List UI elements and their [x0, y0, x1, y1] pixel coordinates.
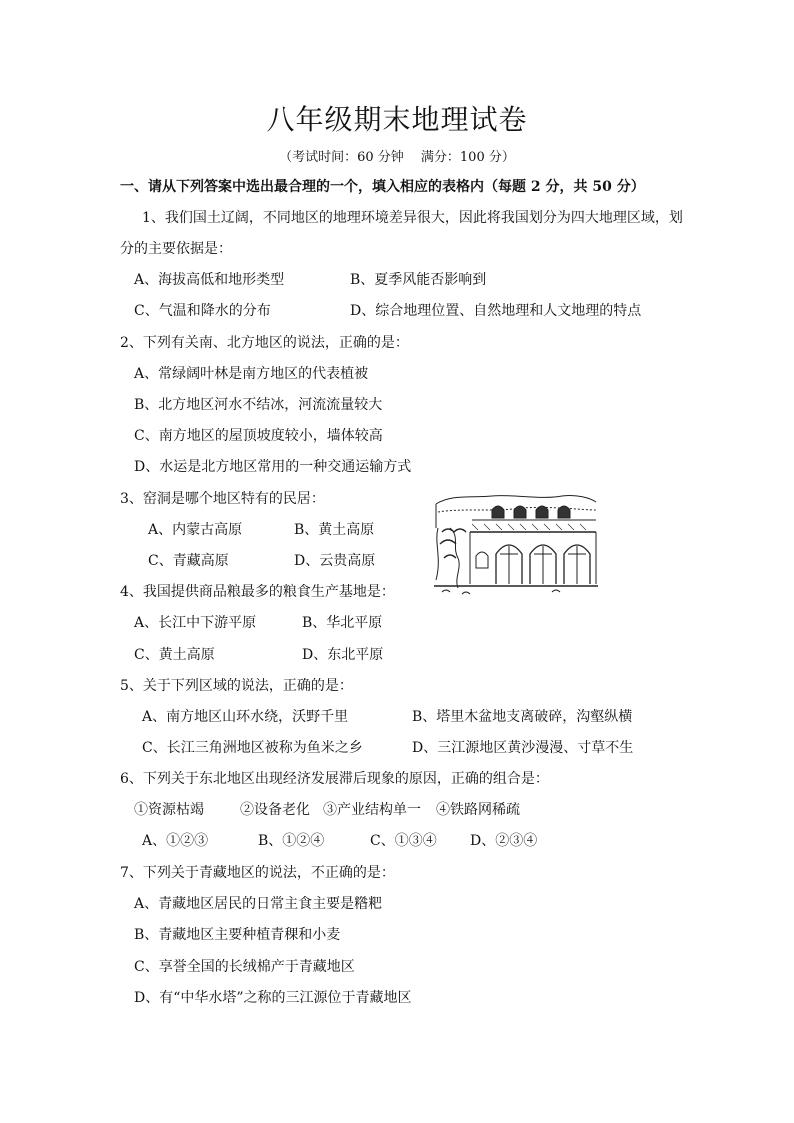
question-1-stem-line1: 1、我们国土辽阔，不同地区的地理环境差异很大，因此将我国划分为四大地理区域，划: [142, 210, 683, 226]
question-5-option-c: C、长江三角洲地区被称为鱼米之乡: [142, 740, 363, 756]
question-2-option-a: A、常绿阔叶林是南方地区的代表植被: [134, 366, 369, 382]
question-5-stem: 5、关于下列区域的说法，正确的是：: [120, 678, 353, 694]
question-5-option-d: D、三江源地区黄沙漫漫、寸草不生: [412, 740, 634, 756]
question-4-option-a: A、长江中下游平原: [134, 615, 257, 631]
question-6-option-d: D、②③④: [470, 833, 538, 849]
question-6-option-c: C、①③④: [370, 833, 437, 849]
question-6-item-4: ④铁路网稀疏: [436, 802, 520, 818]
question-3-option-d: D、云贵高原: [294, 553, 376, 569]
question-1-option-b: B、夏季风能否影响到: [350, 272, 487, 288]
question-3-option-b: B、黄土高原: [294, 522, 375, 538]
question-7-stem: 7、下列关于青藏地区的说法，不正确的是：: [120, 865, 395, 881]
exam-subtitle: （考试时间：60 分钟 满分：100 分）: [279, 150, 515, 165]
question-1-option-c: C、气温和降水的分布: [134, 303, 271, 319]
question-7-option-c: C、享誉全国的长绒棉产于青藏地区: [134, 959, 355, 975]
question-3-option-c: C、青藏高原: [148, 553, 229, 569]
cave-dwelling-illustration: [432, 488, 600, 600]
question-6-item-1: ①资源枯竭: [134, 802, 204, 818]
question-6-option-b: B、①②④: [258, 833, 325, 849]
question-1-option-a: A、海拔高低和地形类型: [134, 272, 285, 288]
question-3-stem: 3、窑洞是哪个地区特有的民居：: [120, 491, 325, 507]
question-4-option-d: D、东北平原: [302, 647, 384, 663]
question-2-option-b: B、北方地区河水不结冰，河流流量较大: [134, 397, 383, 413]
question-5-option-a: A、南方地区山环水绕，沃野千里: [142, 709, 349, 725]
question-2-option-c: C、南方地区的屋顶坡度较小，墙体较高: [134, 428, 383, 444]
question-4-stem: 4、我国提供商品粮最多的粮食生产基地是：: [120, 584, 395, 600]
question-2-option-d: D、水运是北方地区常用的一种交通运输方式: [134, 459, 412, 475]
question-4-option-c: C、黄土高原: [134, 647, 215, 663]
question-7-option-d: D、有“中华水塔”之称的三江源位于青藏地区: [134, 990, 412, 1006]
question-2-stem: 2、下列有关南、北方地区的说法，正确的是：: [120, 335, 409, 351]
question-6-stem: 6、下列关于东北地区出现经济发展滞后现象的原因，正确的组合是：: [120, 771, 549, 787]
exam-title: 八年级期末地理试卷: [266, 103, 528, 136]
question-7-option-b: B、青藏地区主要种植青稞和小麦: [134, 927, 341, 943]
question-6-option-a: A、①②③: [142, 833, 209, 849]
question-5-option-b: B、塔里木盆地支离破碎，沟壑纵横: [412, 709, 633, 725]
question-6-item-3: ③产业结构单一: [323, 802, 421, 818]
question-1-stem-line2: 分的主要依据是：: [120, 241, 232, 257]
question-6-item-2: ②设备老化: [240, 802, 310, 818]
question-4-option-b: B、华北平原: [302, 615, 383, 631]
section-heading: 一、请从下列答案中选出最合理的一个，填入相应的表格内（每题 2 分，共 50 分）: [120, 179, 645, 195]
question-3-option-a: A、内蒙古高原: [148, 522, 243, 538]
question-1-option-d: D、综合地理位置、自然地理和人文地理的特点: [350, 303, 642, 319]
question-7-option-a: A、青藏地区居民的日常主食主要是糌粑: [134, 896, 383, 912]
